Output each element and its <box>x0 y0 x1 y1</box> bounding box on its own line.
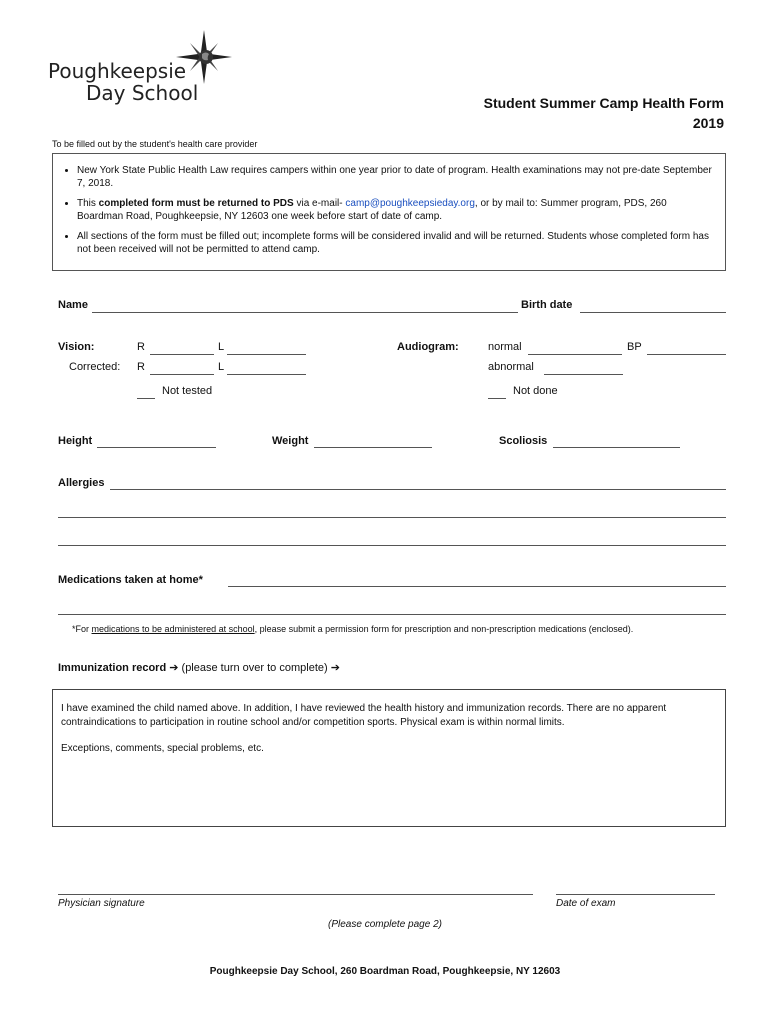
medications-label: Medications taken at home* <box>58 574 203 586</box>
vision-r-field[interactable] <box>150 354 214 355</box>
vision-label: Vision: <box>58 341 95 353</box>
notice-box <box>52 153 726 271</box>
allergies-line-3[interactable] <box>58 545 726 546</box>
normal-label: normal <box>488 341 522 353</box>
not-done-label: Not done <box>513 385 558 397</box>
corrected-l-label: L <box>218 361 225 373</box>
exam-statement: I have examined the child named above. In addition, I have reviewed the health history and immunization records. There are no apparent contraindications to participation in routine school and/or competition sports. Physical exam is within normal limits. <box>61 703 667 728</box>
birth-date-field[interactable] <box>580 312 726 313</box>
not-tested-label: Not tested <box>162 385 213 397</box>
corrected-r-field[interactable] <box>150 374 214 375</box>
exam-box[interactable] <box>52 689 726 827</box>
weight-field[interactable] <box>314 447 432 448</box>
email-link[interactable]: camp@poughkeepsieday.org <box>345 198 475 209</box>
abnormal-label: abnormal <box>488 361 534 373</box>
medications-line-2[interactable] <box>58 614 726 615</box>
scoliosis-field[interactable] <box>553 447 680 448</box>
name-label: Name <box>58 299 88 311</box>
allergies-field[interactable] <box>110 489 726 490</box>
immunization-note: (please turn over to complete) <box>181 662 328 674</box>
vision-l-field[interactable] <box>227 354 306 355</box>
corrected-label: Corrected: <box>69 361 121 373</box>
corrected-r-label: R <box>137 361 145 373</box>
date-of-exam-label: Date of exam <box>556 898 616 909</box>
immunization-row <box>58 661 340 674</box>
allergies-line-2[interactable] <box>58 517 726 518</box>
name-field[interactable] <box>92 312 518 313</box>
vision-l-label: L <box>218 341 225 353</box>
scoliosis-label: Scoliosis <box>499 435 548 447</box>
arrow-right-icon: ➔ <box>330 662 340 674</box>
physician-signature-label: Physician signature <box>58 898 145 909</box>
allergies-label: Allergies <box>58 477 105 489</box>
bp-field[interactable] <box>647 354 726 355</box>
medications-field[interactable] <box>228 586 726 587</box>
corrected-l-field[interactable] <box>227 374 306 375</box>
notice-item-2: • This completed form must be returned to PDS via e-mail- camp@poughkeepsieday.org, or by mail to: Summer program, PDS, 260 Boardman Road, Poughkeepsie, NY 12603 one week before start of date of camp. <box>77 197 715 223</box>
exceptions-label: Exceptions, comments, special problems, etc. <box>61 743 264 754</box>
not-done-checkbox[interactable] <box>488 398 506 399</box>
birth-date-label: Birth date <box>521 299 573 311</box>
notice-item-3: • All sections of the form must be filled out; incomplete forms will be considered invalid and will be returned. Students whose completed form has not been received will not be permitted to attend camp. <box>77 230 715 256</box>
form-year: 2019 <box>692 115 724 131</box>
arrow-right-icon: ➔ <box>169 662 179 674</box>
school-logo <box>48 30 233 110</box>
date-of-exam-field[interactable] <box>556 894 715 895</box>
bp-label: BP <box>627 341 642 353</box>
logo-line1: Poughkeepsie <box>48 59 187 83</box>
audiogram-label: Audiogram: <box>397 341 459 353</box>
form-title: Student Summer Camp Health Form <box>483 95 724 111</box>
not-tested-checkbox[interactable] <box>137 398 155 399</box>
abnormal-field[interactable] <box>544 374 623 375</box>
vision-r-label: R <box>137 341 145 353</box>
physician-signature-field[interactable] <box>58 894 533 895</box>
medication-note: *For medications to be administered at school, please submit a permission form for prescription and non-prescription medications (enclosed). <box>72 624 634 634</box>
height-field[interactable] <box>97 447 216 448</box>
notice-item-1: • New York State Public Health Law requires campers within one year prior to date of program. Health examinations may not pre-date September 7, 2018. <box>77 164 715 190</box>
footer-address: Poughkeepsie Day School, 260 Boardman Road, Poughkeepsie, NY 12603 <box>209 966 561 977</box>
logo-line2: Day School <box>86 81 199 105</box>
intro-text: To be filled out by the student's health care provider <box>52 139 258 149</box>
immunization-label: Immunization record <box>58 662 167 674</box>
height-label: Height <box>58 435 93 447</box>
normal-field[interactable] <box>528 354 622 355</box>
complete-page-2-note: (Please complete page 2) <box>328 919 442 930</box>
weight-label: Weight <box>272 435 309 447</box>
